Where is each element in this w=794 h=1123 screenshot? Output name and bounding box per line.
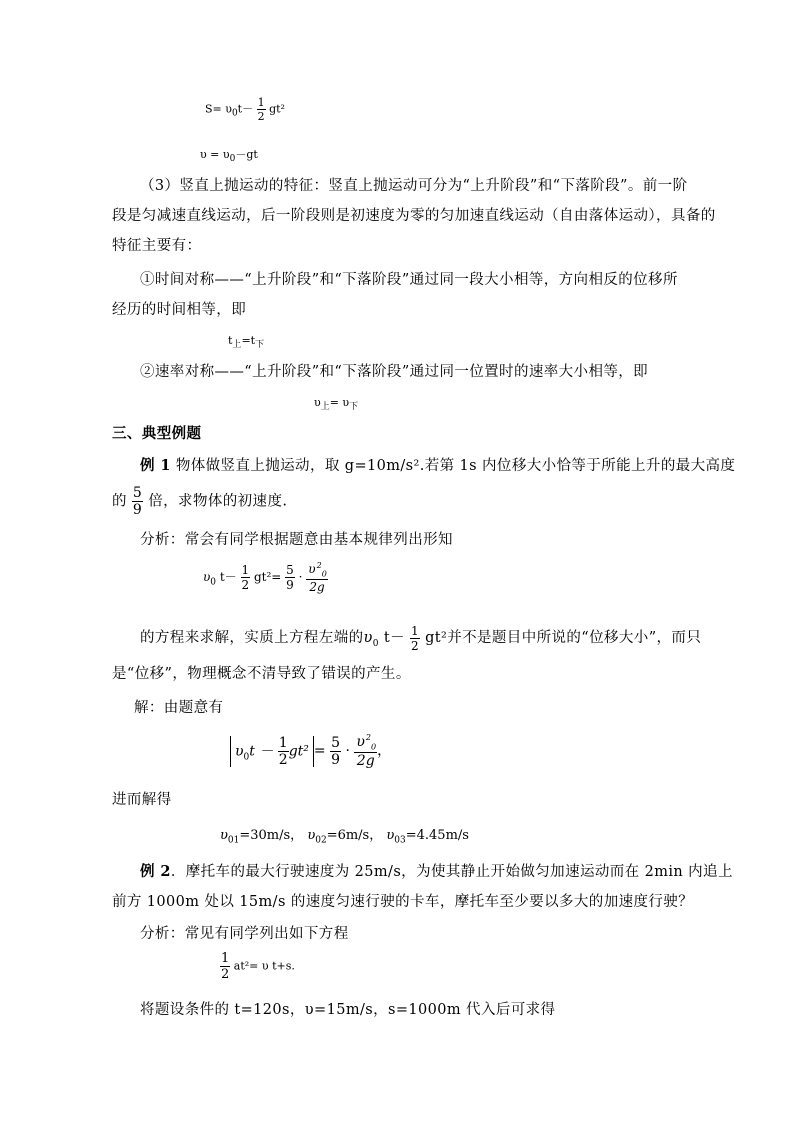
- fraction-five-ninths: $\frac{5}{9}$: [331, 734, 341, 768]
- equation-wrong: $\upsilon_0$ t－ $\frac{1}{2}$ gt²= $\frac{5}{9}$ · $\frac{\upsilon^2_0}{2g}$: [203, 561, 327, 595]
- fraction-one-half: $\frac{1}{2}$: [411, 623, 420, 653]
- results-v0: $\upsilon_{01}=30m/s$， $\upsilon_{02}=6m/s$， $\upsilon_{03}=4.45m/s$: [220, 828, 469, 846]
- solution-1: 解：由题意有: [134, 700, 224, 716]
- section-heading: 三、典型例题: [112, 426, 202, 442]
- fraction-one-half: $\frac{1}{2}$: [278, 734, 288, 768]
- fraction-one-half: $\frac{1}{2}$: [221, 951, 230, 982]
- paragraph-speed-symmetry: ②速率对称——“上升阶段”和“下落阶段”通过同一位置时的速率大小相等，即: [140, 364, 649, 380]
- then-solve: 进而解得: [112, 792, 172, 808]
- paragraph-explanation: 的方程来求解，实质上方程左端的$\upsilon_0$ t－ $\frac{1}{2}$ gt²并不是题目中所说的“位移大小”，而只: [140, 623, 702, 653]
- formula-velocity: $\upsilon = \upsilon_0-gt$: [200, 148, 258, 165]
- paragraph-features-line2: 段是匀减速直线运动，后一阶段则是初速度为零的匀加速直线运动（自由落体运动），具备的: [112, 208, 716, 224]
- analysis-2: 分析：常见有同学列出如下方程: [140, 926, 349, 942]
- paragraph-explanation-line2: 是“位移”，物理概念不清导致了错误的产生。: [112, 666, 411, 682]
- final-line: 将题设条件的 t=120s，υ=15m/s，s=1000m 代入后可求得: [140, 1002, 556, 1018]
- fraction-v0-squared-over-2g: $\frac{\upsilon^2_0}{2g}$: [356, 733, 377, 770]
- paragraph-features: （3）竖直上抛运动的特征：竖直上抛运动可分为“上升阶段”和“下落阶段”。前一阶: [140, 178, 688, 194]
- paragraph-time-symmetry: ①时间对称——“上升阶段”和“下落阶段”通过同一段大小相等，方向相反的位移所: [140, 272, 678, 288]
- fraction-five-ninths: $\frac{5}{9}$: [286, 563, 294, 593]
- paragraph-features-line3: 特征主要有：: [112, 238, 202, 254]
- example-1-line2: 的 $\frac{5}{9}$ 倍，求物体的初速度.: [112, 485, 288, 518]
- formula-displacement: $S= \upsilon_0t-$ $\frac{1}{2}$ gt²: [205, 96, 285, 123]
- paragraph-time-symmetry-line2: 经历的时间相等，即: [112, 302, 247, 318]
- equation-motorcycle: $\frac{1}{2}$ at²= υ t+s.: [221, 951, 295, 982]
- formula-speed-symmetry: $\upsilon_上= \upsilon_下$: [314, 396, 359, 413]
- example-2-line2: 前方 1000m 处以 15m/s 的速度匀速行驶的卡车，摩托车至少要以多大的加速度行驶？: [112, 894, 694, 910]
- equation-correct: $\upsilon_0t$ － $\frac{1}{2}$ gt² = $\frac{5}{9}$ · $\frac{\upsilon^2_0}{2g}$ ，: [230, 734, 391, 768]
- fraction-one-half: $\frac{1}{2}$: [241, 563, 250, 593]
- formula-time-symmetry: $t_上=t_下$: [228, 334, 265, 351]
- analysis-1: 分析：常会有同学根据题意由基本规律列出形知: [140, 532, 453, 548]
- fraction-v0-squared-over-2g: $\frac{\upsilon^2_0}{2g}$: [308, 561, 327, 595]
- fraction-one-half: $\frac{1}{2}$: [257, 96, 265, 123]
- fraction-five-ninths: $\frac{5}{9}$: [132, 485, 143, 518]
- example-2-line1: 例 2．摩托车的最大行驶速度为 25m/s，为使其静止开始做匀加速运动而在 2min 内追上: [140, 863, 733, 880]
- absolute-value: $\upsilon_0t$ － $\frac{1}{2}$ gt²: [230, 736, 314, 767]
- example-1-line1: 例 1 物体做竖直上抛运动，取 g=10m/s².若第 1s 内位移大小恰等于所能上升的最大高度: [140, 457, 736, 474]
